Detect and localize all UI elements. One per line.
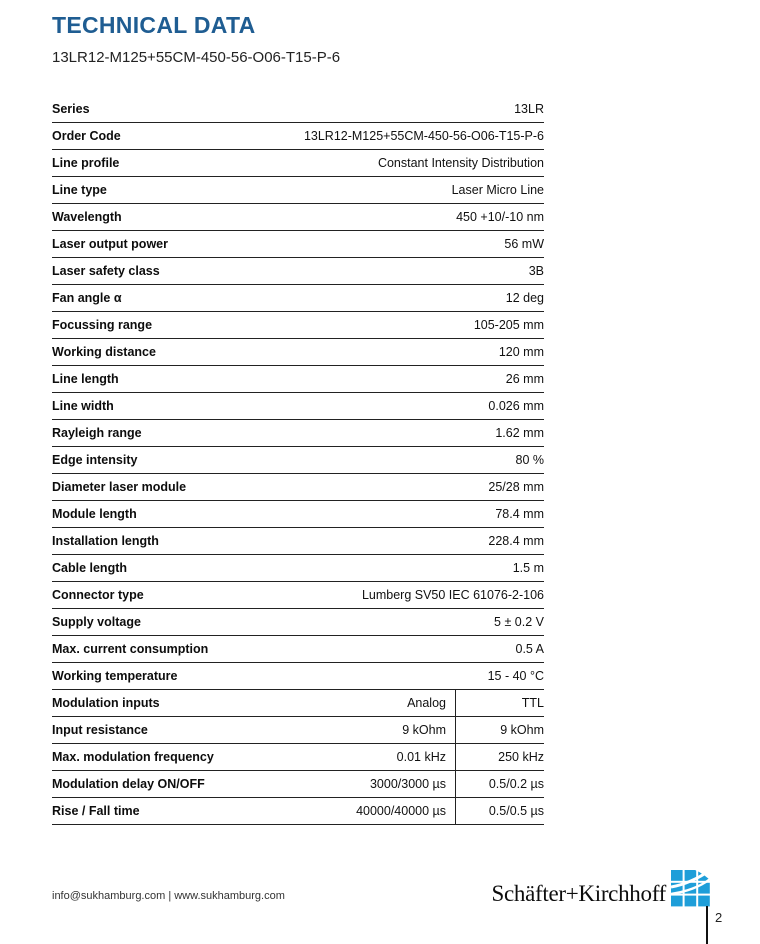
row-label: Modulation delay ON/OFF: [52, 777, 205, 791]
row-label: Module length: [52, 507, 137, 521]
row-label: Fan angle α: [52, 291, 122, 305]
row-label: Line profile: [52, 156, 120, 170]
row-label: Order Code: [52, 129, 121, 143]
row-label: Line type: [52, 183, 107, 197]
row-value: 0.5 A: [515, 642, 544, 656]
row-value-analog: 3000/3000 µs: [205, 771, 456, 797]
order-code-subtitle: 13LR12-M125+55CM-450-56-O06-T15-P-6: [52, 49, 341, 66]
row-label: Line width: [52, 399, 114, 413]
row-label: Series: [52, 102, 90, 116]
row-value: 450 +10/-10 nm: [456, 210, 544, 224]
table-row: [52, 474, 544, 501]
row-value-analog: 40000/40000 µs: [140, 798, 456, 824]
table-row: [52, 798, 544, 825]
table-row: [52, 312, 544, 339]
row-label: Max. current consumption: [52, 642, 209, 656]
table-row: [52, 366, 544, 393]
table-row: [52, 285, 544, 312]
row-value-analog: 0.01 kHz: [214, 744, 456, 770]
row-label: Rayleigh range: [52, 426, 142, 440]
table-row: [52, 636, 544, 663]
row-label: Diameter laser module: [52, 480, 187, 494]
row-value: 56 mW: [504, 237, 544, 251]
row-label: Input resistance: [52, 723, 148, 737]
row-value: 25/28 mm: [488, 480, 544, 494]
table-row: [52, 744, 544, 771]
page-number-rule: [706, 906, 708, 944]
row-value-ttl: 250 kHz: [498, 750, 544, 764]
row-value: 105-205 mm: [473, 318, 544, 332]
table-row: [52, 231, 544, 258]
table-row: [52, 96, 544, 123]
brand-name: Schäfter+Kirchhoff: [491, 881, 666, 906]
page-title: TECHNICAL DATA: [52, 12, 256, 38]
row-value-ttl: 0.5/0.5 µs: [488, 804, 544, 818]
row-value: Lumberg SV50 IEC 61076-2-106: [361, 588, 544, 602]
row-value: 1.5 m: [512, 561, 544, 575]
table-row: [52, 393, 544, 420]
row-label: Laser output power: [52, 237, 168, 251]
row-label: Max. modulation frequency: [52, 750, 214, 764]
table-row: [52, 501, 544, 528]
row-value-ttl: 0.5/0.2 µs: [488, 777, 544, 791]
row-value-ttl: TTL: [521, 696, 544, 710]
row-label: Installation length: [52, 534, 159, 548]
table-row: [52, 690, 544, 717]
row-value: 13LR: [514, 102, 544, 116]
row-value: 80 %: [515, 453, 544, 467]
table-row: [52, 609, 544, 636]
row-value: 120 mm: [498, 345, 544, 359]
table-row: [52, 771, 544, 798]
row-value: 78.4 mm: [495, 507, 544, 521]
contact-line: info@sukhamburg.com | www.sukhamburg.com: [52, 890, 285, 902]
row-label: Edge intensity: [52, 453, 138, 467]
row-value: 5 ± 0.2 V: [494, 615, 544, 629]
row-value: 15 - 40 °C: [487, 669, 544, 683]
row-value: 26 mm: [505, 372, 544, 386]
row-label: Wavelength: [52, 210, 122, 224]
row-label: Cable length: [52, 561, 128, 575]
row-value-ttl: 9 kOhm: [500, 723, 544, 737]
table-row: [52, 123, 544, 150]
row-value: 3B: [528, 264, 544, 278]
row-label: Connector type: [52, 588, 144, 602]
row-value: 12 deg: [505, 291, 544, 305]
row-value-analog: 9 kOhm: [148, 717, 456, 743]
table-row: [52, 258, 544, 285]
table-row: [52, 447, 544, 474]
page-number: 2: [715, 910, 723, 925]
row-label: Rise / Fall time: [52, 804, 140, 818]
table-row: [52, 420, 544, 447]
table-row: [52, 582, 544, 609]
table-row: [52, 150, 544, 177]
table-row: [52, 717, 544, 744]
row-label: Focussing range: [52, 318, 153, 332]
row-label: Line length: [52, 372, 119, 386]
row-label: Working distance: [52, 345, 156, 359]
row-label: Laser safety class: [52, 264, 160, 278]
table-row: [52, 339, 544, 366]
row-value: 1.62 mm: [495, 426, 544, 440]
row-value: 0.026 mm: [488, 399, 544, 413]
row-label: Modulation inputs: [52, 696, 160, 710]
table-row: [52, 555, 544, 582]
row-value: Laser Micro Line: [451, 183, 544, 197]
technical-data-table: [52, 96, 544, 825]
table-row: [52, 177, 544, 204]
brand-block: [492, 870, 710, 907]
row-label: Supply voltage: [52, 615, 141, 629]
row-label: Working temperature: [52, 669, 178, 683]
row-value-analog: Analog: [160, 690, 456, 716]
table-row: [52, 204, 544, 231]
row-value: Constant Intensity Distribution: [377, 156, 544, 170]
brand-logo-icon: [671, 870, 710, 907]
table-row: [52, 528, 544, 555]
table-row: [52, 663, 544, 690]
row-value: 13LR12-M125+55CM-450-56-O06-T15-P-6: [303, 129, 544, 143]
row-value: 228.4 mm: [488, 534, 544, 548]
